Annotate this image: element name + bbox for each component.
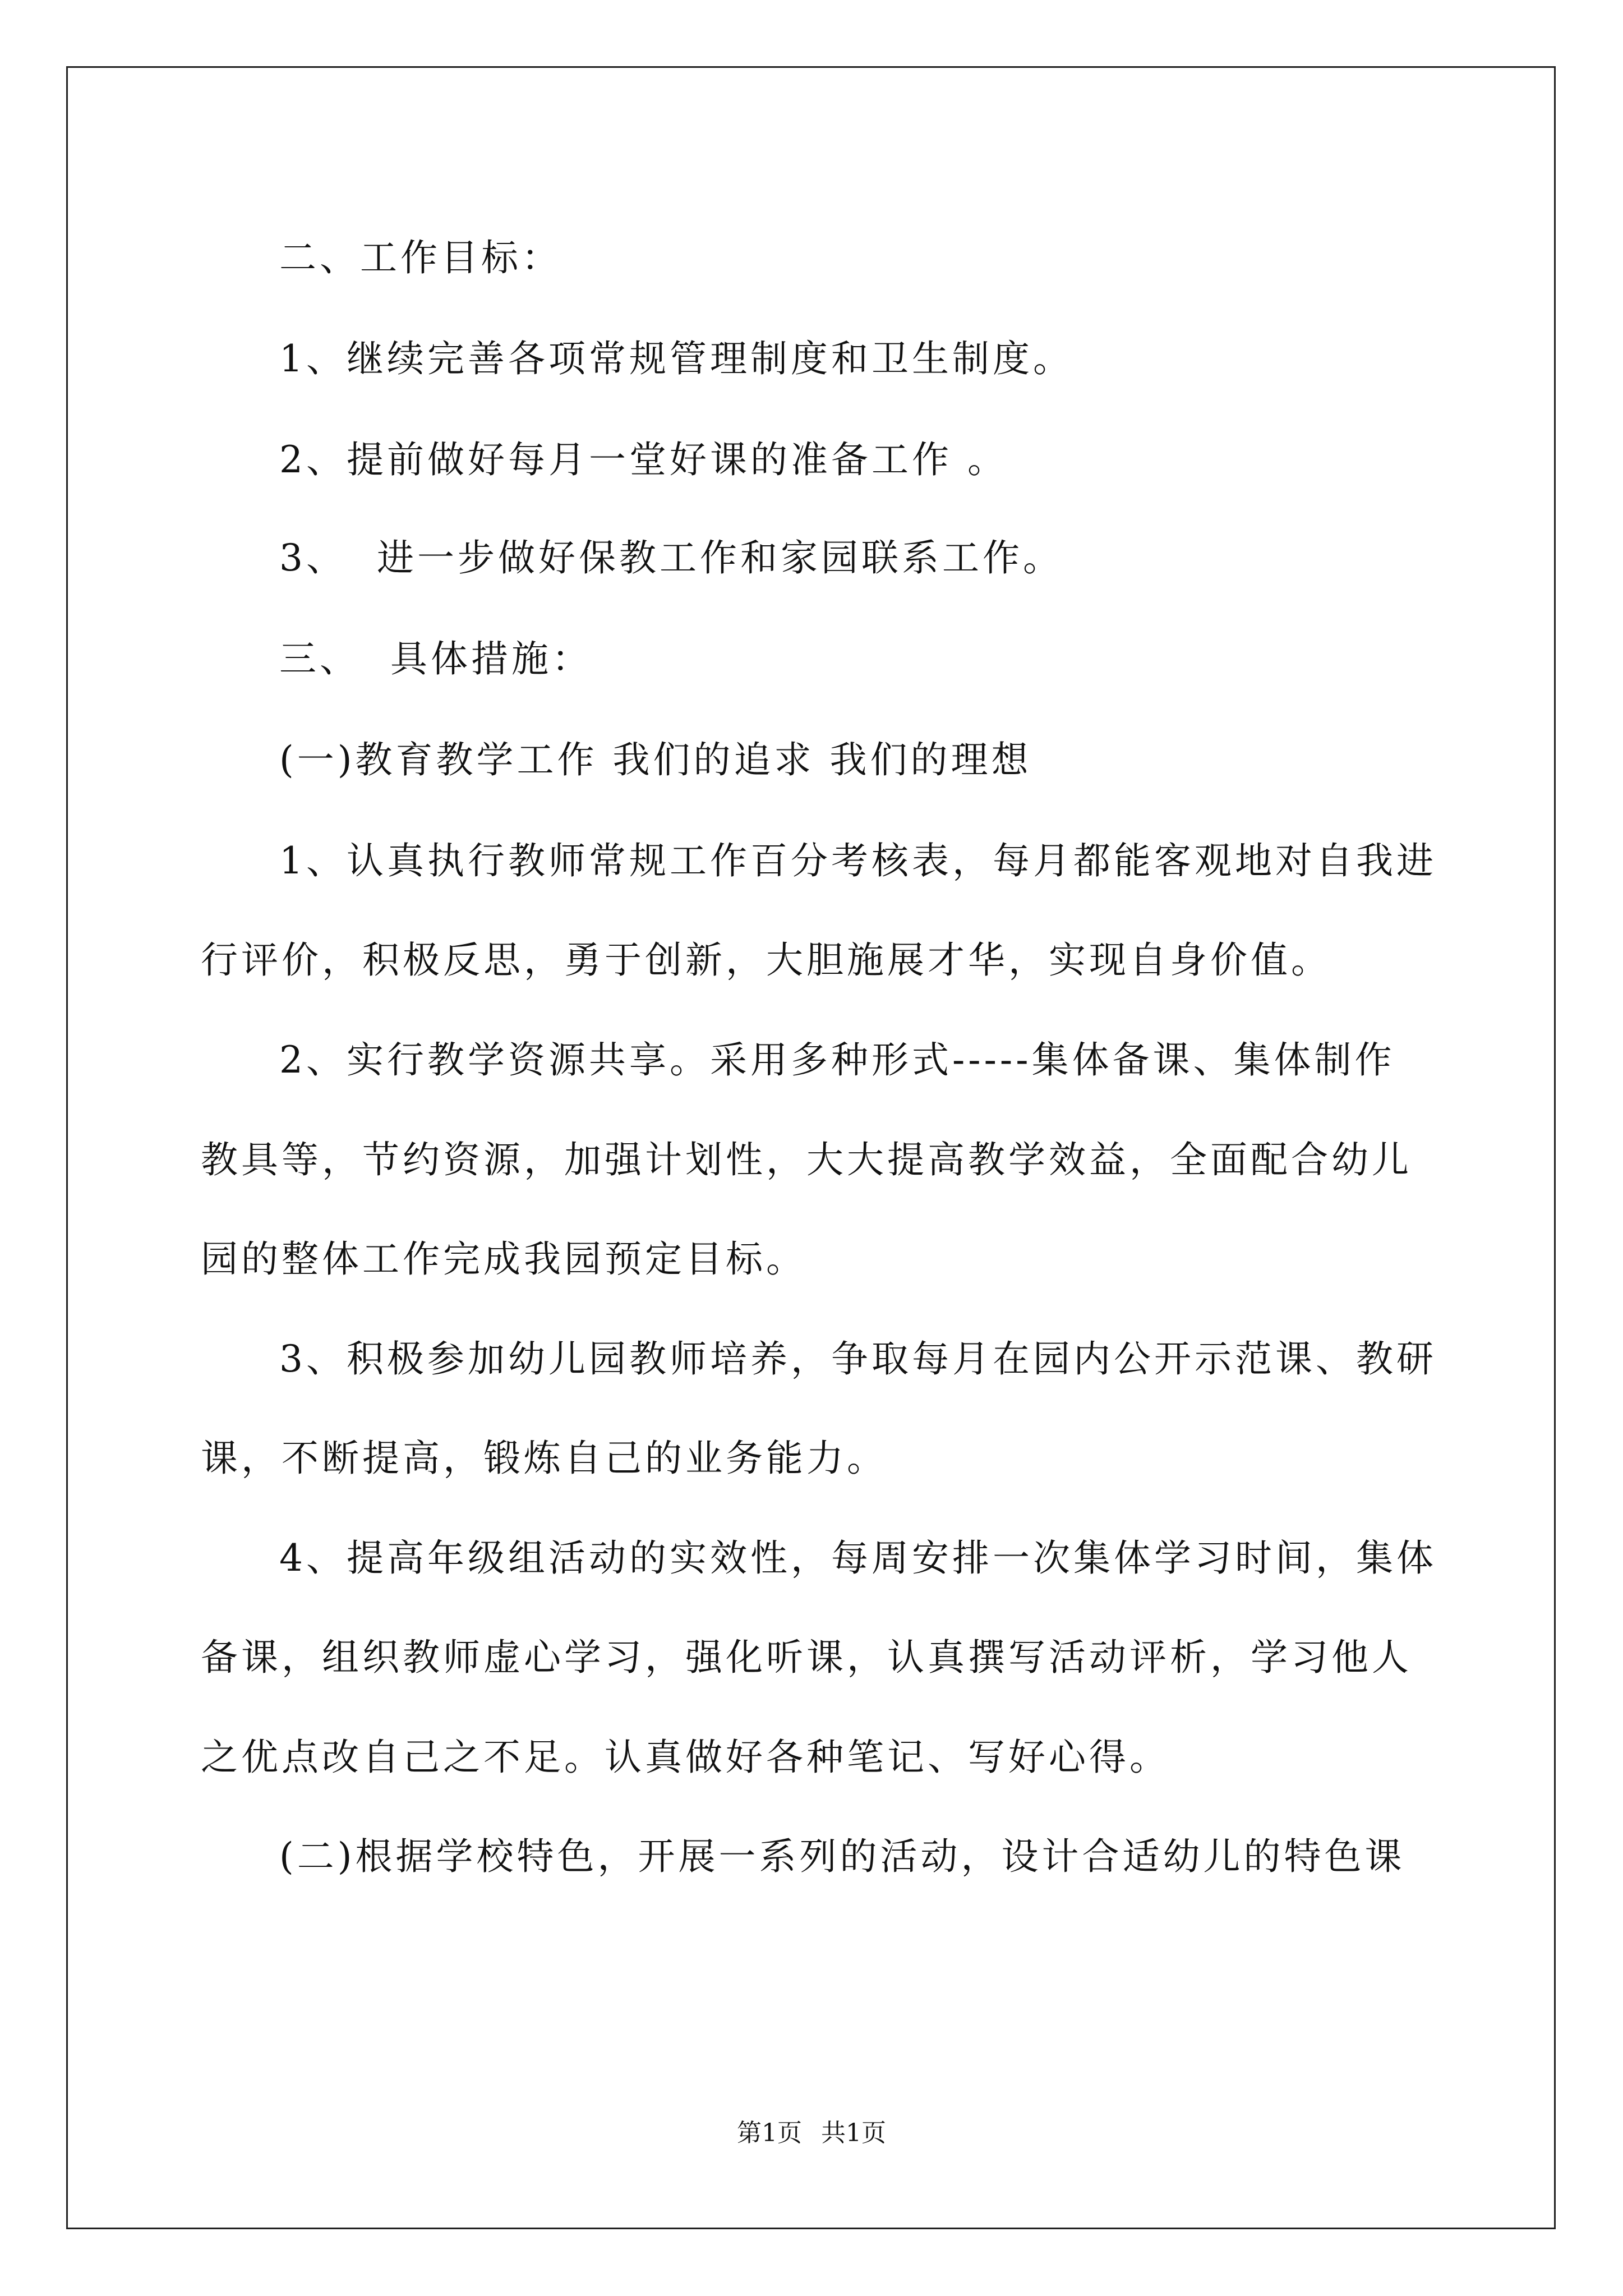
- paragraph-line: 课，不断提高，锻炼自己的业务能力。: [201, 1437, 887, 1480]
- paragraph-line: 2、实行教学资源共享。采用多种形式-----集体备课、集体制作: [279, 1038, 1395, 1082]
- paragraph-line: 教具等，节约资源，加强计划性，大大提高教学效益，全面配合幼儿: [201, 1138, 1412, 1181]
- heading-goals: 二、工作目标：: [279, 236, 562, 279]
- subheading-activities: (二)根据学校特色，开展一系列的活动，设计合适幼儿的特色课: [279, 1835, 1405, 1878]
- paragraph-line: 3、积极参加幼儿园教师培养，争取每月在园内公开示范课、教研: [279, 1337, 1437, 1381]
- page-total: 共1页: [821, 2119, 886, 2147]
- paragraph-line: 园的整体工作完成我园预定目标。: [201, 1237, 806, 1281]
- subheading-teaching: (一)教育教学工作 我们的追求 我们的理想: [279, 738, 1032, 781]
- page-footer: [0, 2118, 1623, 2149]
- paragraph-line: 之优点改自己之不足。认真做好各种笔记、写好心得。: [201, 1736, 1170, 1779]
- goal-item-1: 1、继续完善各项常规管理制度和卫生制度。: [279, 337, 1073, 380]
- goal-item-2: 2、提前做好每月一堂好课的准备工作 。: [279, 438, 1008, 481]
- page-number: 第1页: [737, 2119, 802, 2147]
- paragraph-line: 4、提高年级组活动的实效性，每周安排一次集体学习时间，集体: [279, 1536, 1437, 1580]
- paragraph-line: 备课，组织教师虚心学习，强化听课，认真撰写活动评析，学习他人: [201, 1636, 1412, 1679]
- goal-item-3: 3、 进一步做好保教工作和家园联系工作。: [279, 536, 1063, 579]
- heading-measures: 三、 具体措施：: [279, 637, 592, 680]
- paragraph-line: 1、认真执行教师常规工作百分考核表，每月都能客观地对自我进: [279, 839, 1437, 882]
- paragraph-line: 行评价，积极反思，勇于创新，大胆施展才华，实现自身价值。: [201, 938, 1331, 982]
